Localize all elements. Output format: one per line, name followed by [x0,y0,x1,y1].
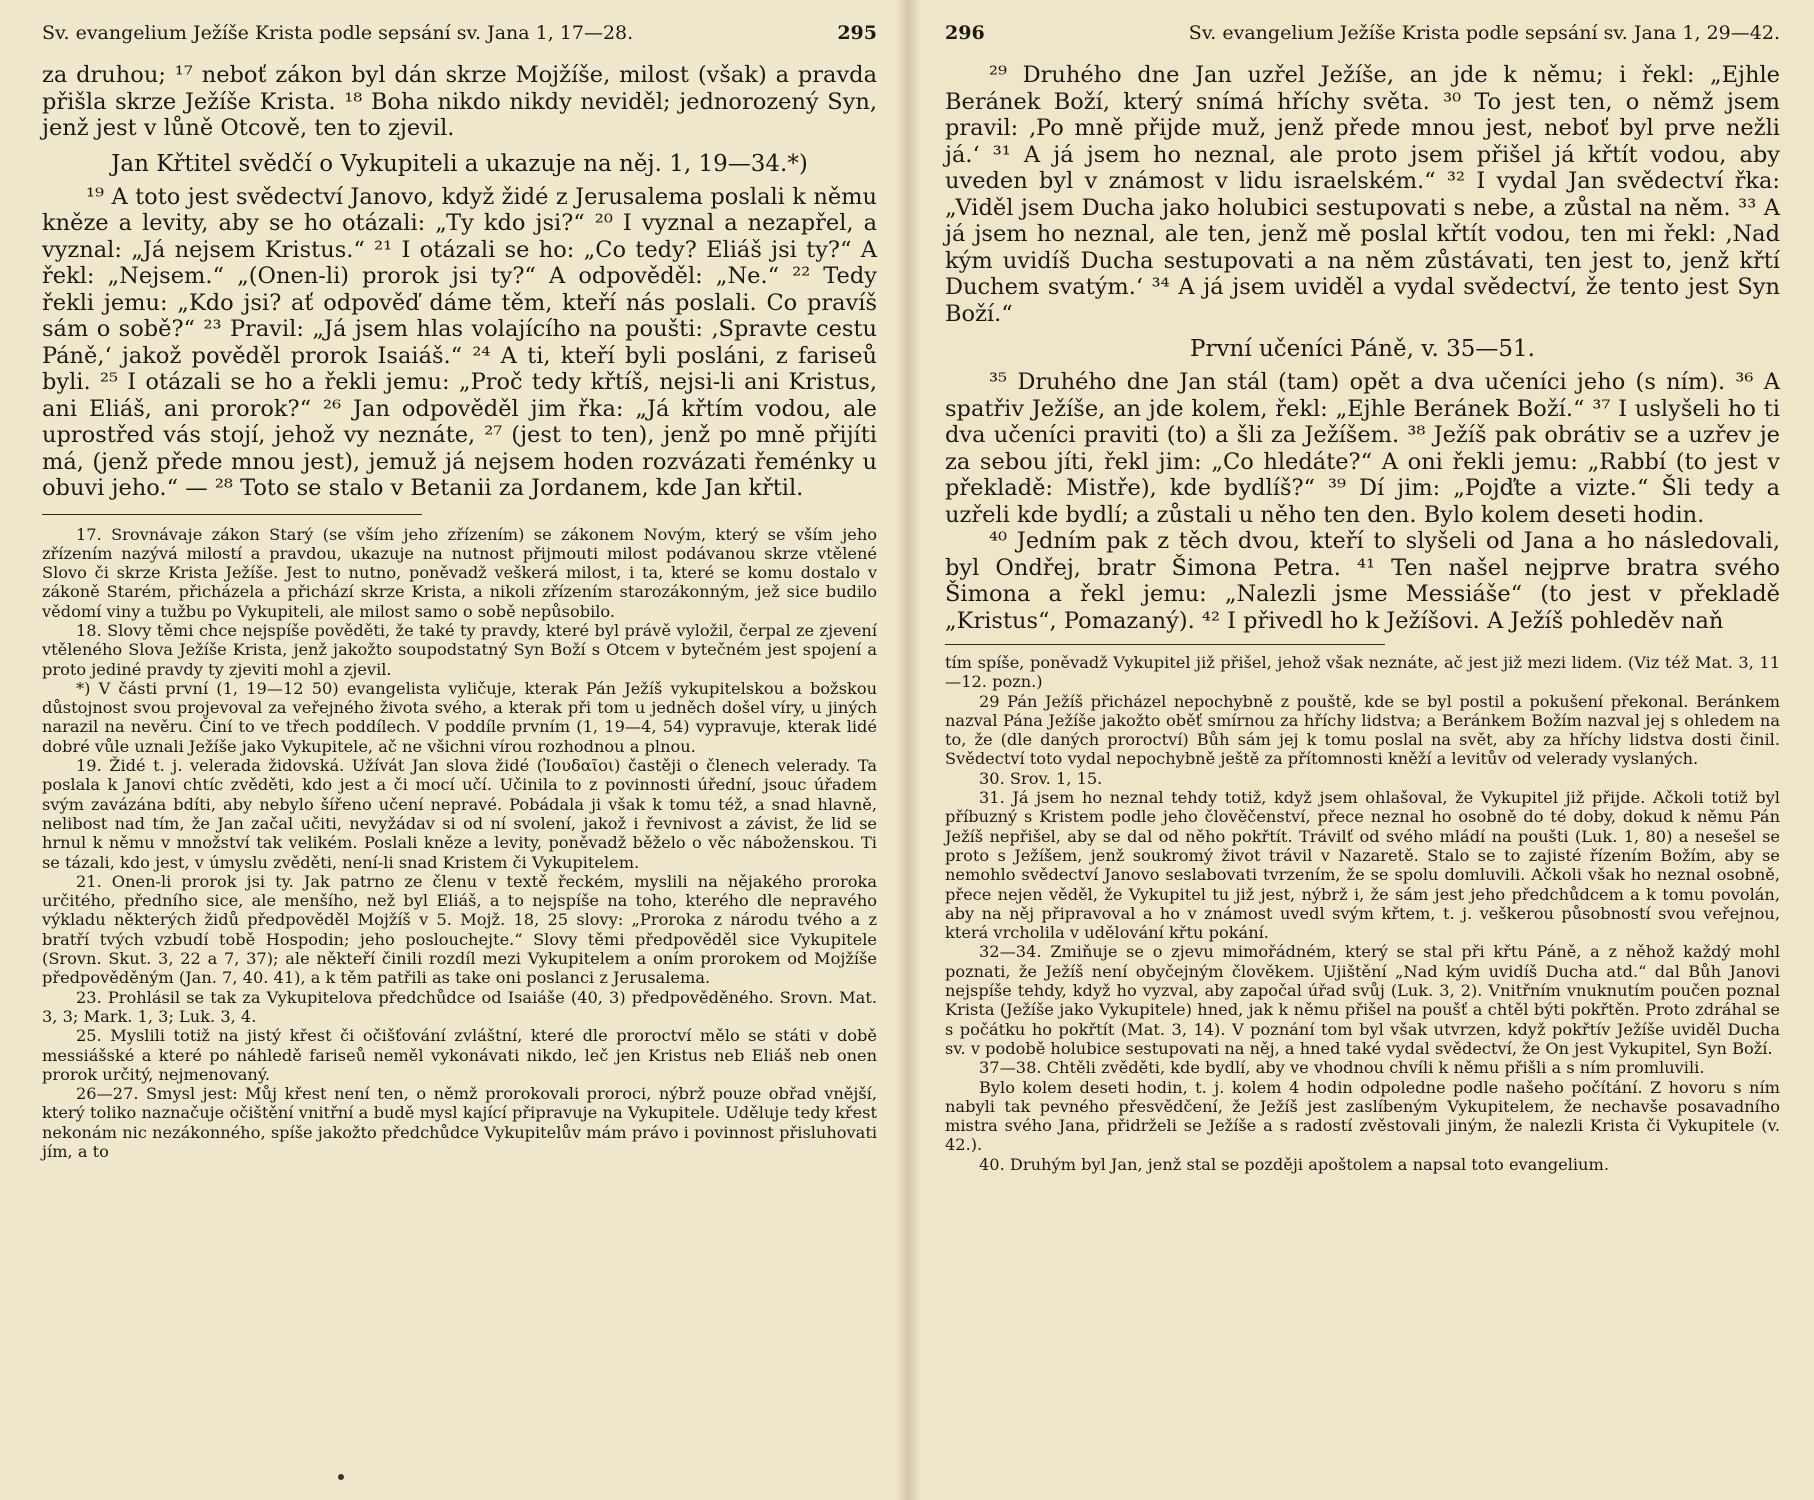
right-note-39: Bylo kolem deseti hodin, t. j. kolem 4 hodin odpoledne podle našeho počítání. Z hovoru s ním nabyli tak pevného přesvědčení, že Ježíš jest zaslíbeným Vykupitelem, že nechavše posavadního mistra svého Jana, přidrželi se Ježíše a s radostí zvěstovali jiným, že nalezli Krista či Vykupitele (v. 42.). [945,1077,1780,1155]
left-section-heading: Jan Křtitel svědčí o Vykupiteli a ukazuje na něj. 1, 19—34.*) [111,150,808,177]
left-note-star: *) V části první (1, 19—12 50) evangelista vyličuje, kterak Pán Ježíš vykupitelskou a božskou důstojnost svou projevoval za veřejného života svého, a kterak při tom u jedněch došel víry, u jiných narazil na nevěru. Činí to ve třech poddílech. V poddíle prvním (1, 19—4, 54) vypravuje, kterak lidé dobré vůle uznali Ježíše jako Vykupitele, ač ne všichni vírou rozhodnou a plnou. [42,678,877,756]
right-note-31: 31. Já jsem ho neznal tehdy totiž, když jsem ohlašoval, že Vykupitel již přijde. Ačkoli totiž byl příbuzný s Kristem podle jeho člověčenství, přece neznal ho osobně do té doby, dokud k němu Pán Ježíš nepřišel, aby se dal od něho pokřtít. Trávilť od svého mládí na poušti (Luk. 1, 80) a nesešel se proto s Ježíšem, jenž soukromý život trávil v Nazaretě. Stalo se to zajisté řízením Božím, aby se nemohlo svědectví Janovo seslabovati tvrzením, že se spolu domluvili. Ačkoli však ho neznal osobně, přece nejen věděl, že Vykupitel tu již jest, nýbrž i, že sám jest jeho předchůdcem a k tomu povolán, aby na něj připravoval a ho v známost uvedl svým křtem, t. j. veškerou působností svou veřejnou, která vrcholila v udělování křtu pokání. [945,788,1780,943]
left-note-25: 25. Myslili totiž na jistý křest či očišťování zvláštní, které dle proroctví mělo se státi v době messiášské a které po náhledě fariseů neměl vykonávati nikdo, leč jen Kristus neb Eliáš neb onen prorok určitý, nejmenovaný. [42,1026,877,1084]
left-note-19: 19. Židé t. j. velerada židovská. Užívát Jan slova židé (Ἰουδαῖοι) častěji o členech velerady. Ta poslala k Janovi chtíc zvěděti, kdo jest a či mocí učí. Učinila to z povinnosti úřední, jsouc úřadem svým zavázána bdíti, aby nebylo šířeno učení nepravé. Pobádala ji však k tomu též, a snad hlavně, nelibost nad tím, že Jan začal učiti, nevyžádav si od ní svolení, jakož i řevnivost a závist, že lid se hrnul k němu v množství tak velikém. Poslali kněze a levity, poněvadž běželo o věc náboženskou. Ti se tázali, kdo jest, v úmyslu zvěděti, není-li snad Kristem či Vykupitelem. [42,756,877,872]
right-running-head [945,18,1780,48]
right-running-title: Sv. evangelium Ježíše Krista podle sepsání sv. Jana 1, 29—42. [1188,22,1780,44]
left-footnotes [42,525,877,1162]
left-running-title: Sv. evangelium Ježíše Krista podle sepsání sv. Jana 1, 17—28. [42,22,634,44]
book-gutter [895,0,921,1500]
right-note-32-34: 32—34. Zmiňuje se o zjevu mimořádném, který se stal při křtu Páně, a z něhož každý mohl poznati, že Ježíš není obyčejným člověkem. Ujištění „Nad kým uvidíš Ducha atd.“ dal Bůh Janovi nejspíše tehdy, když ho vyzval, aby započal úřad svůj (Luk. 3, 2). Vnitřním vnuknutím poučen poznal Krista (Ježíše jako Vykupitele) hned, jak k němu přišel na poušť a chtěl býti pokřtěn. Proto zdráhal se s počátku ho pokřtít (Mat. 3, 14). V poznání tom byl však utvrzen, když pokřtív Ježíše uviděl Ducha sv. v podobě holubice sestupovati na něj, a hned také vydal svědectví, že On jest Vykupitel, Syn Boží. [945,942,1780,1058]
right-paragraph-2: ³⁵ Druhého dne Jan stál (tam) opět a dva učeníci jeho (s ním). ³⁶ A spatřiv Ježíše, an jde kolem, řekl: „Ejhle Beránek Boží.“ ³⁷ I uslyšeli ho ti dva učeníci praviti (to) a šli za Ježíšem. ³⁸ Ježíš pak obrátiv se a uzřev je za sebou jíti, řekl jim: „Co hledáte?“ A oni řekli jemu: „Rabbí (to jest v překladě: Mistře), kde bydlíš?“ ³⁹ Dí jim: „Pojďte a vizte.“ Šli tedy a uzřeli kde bydlí; a zůstali u něho ten den. Bylo kolem deseti hodin. [945,369,1780,528]
right-main-text [945,62,1780,634]
right-footnotes [945,653,1780,1174]
left-note-21: 21. Onen-li prorok jsi ty. Jak patrno ze členu v textě řeckém, myslili na nějakého proroka určitého, předního sice, ale menšího, než byl Eliáš, a to nejspíše na toho, kterého dle nepravého výkladu některých židů předpověděl Mojžíš v 5. Mojž. 18, 25 slovy: „Proroka z národu tvého a z bratří tvých vzbudí tobě Hospodin; jeho poslouchejte.“ Slovy těmi předpověděl sice Vykupitele (Srovn. Skut. 3, 22 a 7, 37); ale někteří činili rozdíl mezi Vykupitelem a oním prorokem od Mojžíše předpověděným (Jan. 7, 40. 41), a k těm patřili as take oni poslanci z Jerusalema. [42,871,877,988]
left-note-18: 18. Slovy těmi chce nejspíše pověděti, že také ty pravdy, které byl právě vyložil, čerpal ze zjevení vtěleného Slova Ježíše Krista, jenž jakožto soupodstatný Syn Boží s Otcem v bytečném jest spojení a proto jediné pravdy ty zjeviti mohl a zjevil. [42,620,877,679]
right-note-continued: tím spíše, poněvadž Vykupitel již přišel, jehož však neznáte, ač jest již mezi lidem. (Viz též Mat. 3, 11—12. pozn.) [945,653,1780,692]
right-note-40: 40. Druhým byl Jan, jenž stal se později apoštolem a napsal toto evangelium. [979,1154,1609,1174]
right-section-heading: První učeníci Páně, v. 35—51. [1190,336,1535,362]
right-paragraph-3: ⁴⁰ Jedním pak z těch dvou, kteří to slyšeli od Jana a ho následovali, byl Ondřej, bratr Šimona Petra. ⁴¹ Ten našel nejprve bratra svého Šimona a řekl jemu: „Nalezli jsme Messiáše“ (to jest v překladě „Kristus“, Pomazaný). ⁴² I přivedl ho k Ježíšovi. A Ježíš pohleděv naň [945,528,1780,634]
right-footnote-rule [945,644,1385,645]
left-paragraph-1: za druhou; ¹⁷ neboť zákon byl dán skrze Mojžíše, milost (však) a pravda přišla skrze Ježíše Krista. ¹⁸ Boha nikdo nikdy neviděl; jednorozený Syn, jenž jest v lůně Otcově, ten to zjevil. [42,62,877,141]
left-footnote-rule [42,514,422,515]
left-running-head [42,18,877,48]
left-note-23: 23. Prohlásil se tak za Vykupitelova předchůdce od Isaiáše (40, 3) předpověděného. Srovn. Mat. 3, 3; Mark. 1, 3; Luk. 3, 4. [42,987,877,1026]
left-main-text [42,62,877,502]
ink-speck [338,1474,344,1480]
left-paragraph-2: ¹⁹ A toto jest svědectví Janovo, když židé z Jerusalema poslali k němu kněze a levity, aby se ho otázali: „Ty kdo jsi?“ ²⁰ I vyznal a nezapřel, a vyznal: „Já nejsem Kristus.“ ²¹ I otázali se ho: „Co tedy? Eliáš jsi ty?“ A řekl: „Nejsem.“ „(Onen-li) prorok jsi ty?“ A odpověděl: „Ne.“ ²² Tedy řekli jemu: „Kdo jsi? ať odpověď dáme těm, kteří nás poslali. Co pravíš sám o sobě?“ ²³ Pravil: „Já jsem hlas volajícího na poušti: ‚Spravte cestu Páně,‘ jakož pověděl prorok Isaiáš.“ ²⁴ A ti, kteří byli posláni, z fariseů byli. ²⁵ I otázali se ho a řekli jemu: „Proč tedy křtíš, nejsi-li ani Kristus, ani Eliáš, ani prorok?“ ²⁶ Jan odpověděl jim řka: „Já křtím vodou, ale uprostřed vás stojí, jehož vy neznáte, ²⁷ (jest to ten), jenž po mně přijíti má, (jenž přede mnou jest), jemuž já nejsem hoden rozvázati řeménky u obuvi jeho.“ — ²⁸ Toto se stalo v Betanii za Jordanem, kde Jan křtil. [42,183,877,501]
left-note-17: 17. Srovnávaje zákon Starý (se vším jeho zřízením) se zákonem Novým, který se vším jeho zřízením nazývá milostí a pravdou, ukazuje na nutnost přijmouti milost podávanou skrze vtělené Slovo či skrze Krista Ježíše. Jest to nutno, poněvadž veškerá milost, i ta, které se komu dostalo v zákoně Starém, přicházela a přichází skrze Krista, a nikoli zřízením starozákonným, jež sice budilo vědomí viny a tužbu po Vykupiteli, ale milost samo o sobě nepůsobilo. [42,524,877,621]
right-note-30: 30. Srov. 1, 15. [979,768,1103,788]
left-page-number: 295 [837,22,877,44]
left-note-26-27: 26—27. Smysl jest: Můj křest není ten, o němž prorokovali proroci, nýbrž pouze obřad vnější, který toliko naznačuje očištění vnitřní a budě mysl kající připravuje na Vykupitele. Uděluje tedy křest nekonám nic nezákonného, spíše jakožto předchůdce Vykupitelův mám právo i povinnost přisluhovati jím, a to [42,1084,877,1161]
right-page-number: 296 [945,22,985,44]
right-note-29: 29 Pán Ježíš přicházel nepochybně z pouště, kde se byl postil a pokušení překonal. Beránkem nazval Pána Ježíše jakožto oběť smírnou za hříchy lidstva; a Beránkem Božím nazval jej s ohledem na to, že (dle daných proroctví) Bůh sám jej k tomu poslal na svět, aby za hříchy lidstva dosti činil. Svědectví toto vydal nepochybně ještě za přítomnosti kněží a levitův od velerady vyslaných. [945,691,1780,769]
right-note-37-38: 37—38. Chtěli zvěděti, kde bydlí, aby ve vhodnou chvíli k němu přišli a s ním promluvili. [979,1058,1705,1078]
right-paragraph-1: ²⁹ Druhého dne Jan uzřel Ježíše, an jde k němu; i řekl: „Ejhle Beránek Boží, který snímá hříchy světa. ³⁰ To jest ten, o němž jsem pravil: ‚Po mně přijde muž, jenž přede mnou jest, neboť byl prve nežli já.‘ ³¹ A já jsem ho neznal, ale proto jsem přišel já křtít vodou, aby uveden byl v známost v lidu israelském.“ ³² I vydal Jan svědectví řka: „Viděl jsem Ducha jako holubici sestupovati s nebe, a zůstal na něm. ³³ A já jsem ho neznal, ale ten, jenž mě poslal křtít vodou, ten mi řekl: ‚Nad kým uvidíš Ducha sestupovati a na něm zůstávati, ten jest to, jenž křtí Duchem svatým.‘ ³⁴ A já jsem uviděl a vydal svědectví, že tento jest Syn Boží.“ [945,62,1780,327]
right-page [907,0,1814,1500]
